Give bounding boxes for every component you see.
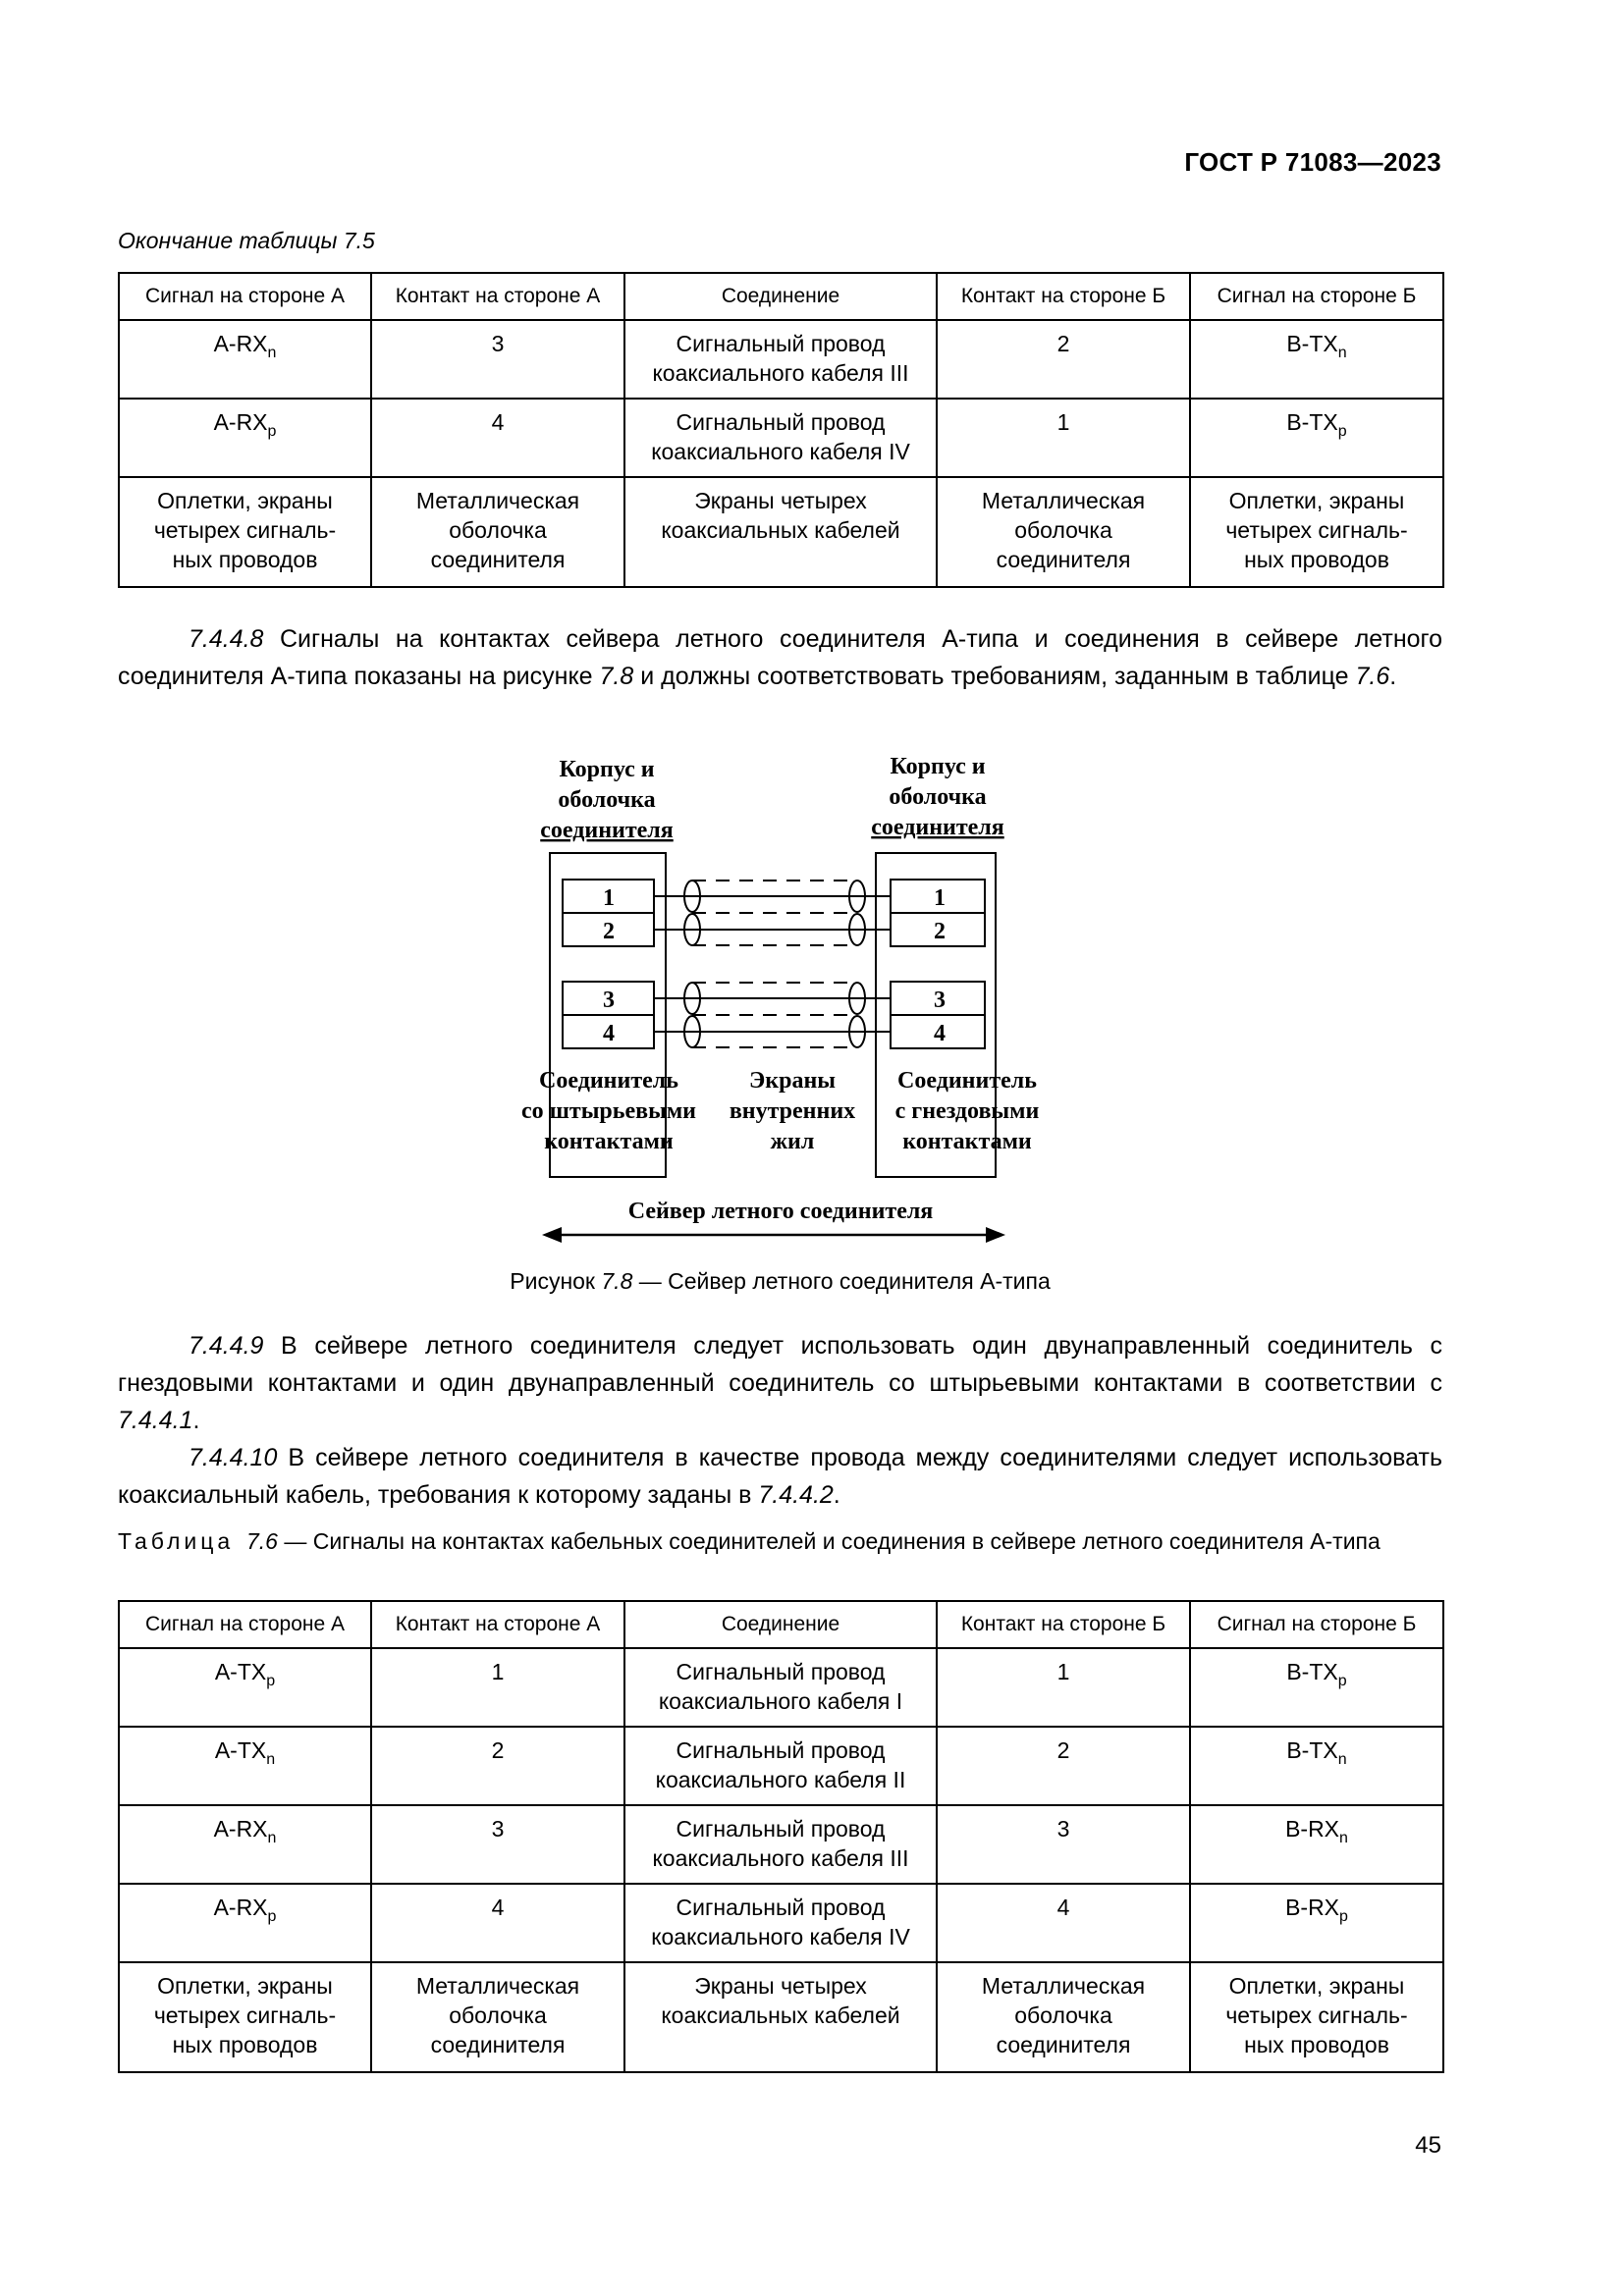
contact-a-cell: 4 (371, 1884, 624, 1962)
contact-a-cell: 1 (371, 1648, 624, 1727)
right-pin-number: 3 (934, 988, 946, 1013)
signal-b-cell: Оплетки, экраны четырех сигналь- ных проводов (1190, 1962, 1443, 2072)
arrow-label: Сейвер летного соединителя (627, 1199, 934, 1224)
contact-b-cell: Металлическая оболочка соединителя (937, 1962, 1190, 2072)
signal-a-cell: Оплетки, экраны четырех сигналь- ных проводов (119, 1962, 371, 2072)
contact-b-cell: 2 (937, 1727, 1190, 1805)
contact-b-cell: 2 (937, 320, 1190, 399)
column-header: Сигнал на стороне А (119, 273, 371, 320)
paragraph-7-4-4-8: 7.4.4.8 Сигналы на контактах сейвера летного соединителя А-типа и соединения в сейвере летного соединителя А-типа показаны на рисунке 7.8 и должны соответствовать требованиям, заданным в таблице 7.6. (118, 625, 1442, 690)
signal-b-cell: $B-TX_p$ (1190, 1648, 1443, 1727)
coaxial-cable-pair-2 (654, 983, 891, 1047)
right-connector-label: с гнездовыми (894, 1098, 1040, 1124)
contact-a-cell: 3 (371, 1805, 624, 1884)
left-pin-number: 3 (603, 988, 615, 1013)
connection-cell: Сигнальный провод коаксиального кабеля III (624, 320, 937, 399)
contact-a-cell: 4 (371, 399, 624, 477)
signal-a-cell: $A-RX_n$ (119, 1805, 371, 1884)
paragraph-7-4-4-9: 7.4.4.9 В сейвере летного соединителя следует использовать один двунаправленный соединитель с гнездовыми контактами и один двунаправленный соединитель со штырьевыми контактами в соответствии с 7.4.4.1. (118, 1332, 1442, 1434)
signal-a-cell: $A-RX_p$ (119, 399, 371, 477)
signal-b-cell: $B-RX_p$ (1190, 1884, 1443, 1962)
table-row (119, 1884, 1443, 1962)
right-pin-number: 2 (934, 919, 946, 944)
shields-label: жил (770, 1129, 815, 1154)
figure-7-8-saver-diagram (491, 741, 1100, 1252)
contact-a-cell: Металлическая оболочка соединителя (371, 1962, 624, 2072)
left-housing-label: соединителя (540, 818, 674, 843)
signal-a-cell: $A-RX_p$ (119, 1884, 371, 1962)
shields-label: внутренних (729, 1098, 856, 1124)
contact-b-cell: 3 (937, 1805, 1190, 1884)
column-header: Контакт на стороне Б (937, 273, 1190, 320)
column-header: Сигнал на стороне Б (1190, 1601, 1443, 1648)
left-connector-label: контактами (544, 1129, 674, 1154)
table-7-6 (118, 1600, 1444, 2073)
table-row (119, 1805, 1443, 1884)
left-housing-label: Корпус и (559, 757, 655, 782)
signal-b-cell: $B-TX_n$ (1190, 1727, 1443, 1805)
right-connector-label: Соединитель (897, 1068, 1037, 1094)
left-pin-number: 2 (603, 919, 615, 944)
column-header: Сигнал на стороне А (119, 1601, 371, 1648)
right-connector-label: контактами (902, 1129, 1032, 1154)
left-pin-number: 1 (603, 885, 615, 911)
table-row (119, 399, 1443, 477)
signal-b-cell: $B-RX_n$ (1190, 1805, 1443, 1884)
table-row (119, 320, 1443, 399)
page-number: 45 (1415, 2132, 1441, 2159)
figure-caption: Рисунок 7.8 — Сейвер летного соединителя А-типа (510, 1268, 1051, 1294)
connection-cell: Сигнальный провод коаксиального кабеля I (624, 1648, 937, 1727)
column-header: Соединение (624, 273, 937, 320)
table-row (119, 1648, 1443, 1727)
coaxial-cable-pair-1 (654, 881, 891, 945)
contact-b-cell: 1 (937, 1648, 1190, 1727)
signal-a-cell: $A-TX_p$ (119, 1648, 371, 1727)
contact-a-cell: 2 (371, 1727, 624, 1805)
document-standard-number: ГОСТ Р 71083—2023 (1184, 147, 1441, 177)
connection-cell: Сигнальный провод коаксиального кабеля II (624, 1727, 937, 1805)
right-housing-label: Корпус и (890, 754, 986, 779)
contact-a-cell: Металлическая оболочка соединителя (371, 477, 624, 587)
left-housing-label: оболочка (558, 787, 656, 813)
signal-b-cell: $B-TX_p$ (1190, 399, 1443, 477)
right-housing-label: оболочка (889, 784, 987, 810)
connection-cell: Сигнальный провод коаксиального кабеля IV (624, 1884, 937, 1962)
table-row (119, 1727, 1443, 1805)
connection-cell: Сигнальный провод коаксиального кабеля III (624, 1805, 937, 1884)
paragraph-7-4-4-10: 7.4.4.10 В сейвере летного соединителя в качестве провода между соединителями следует использовать коаксиальный кабель, требования к которому заданы в 7.4.4.2. (118, 1444, 1442, 1509)
right-pin-number: 4 (934, 1021, 946, 1046)
contact-b-cell: 4 (937, 1884, 1190, 1962)
contact-a-cell: 3 (371, 320, 624, 399)
left-connector-label: Соединитель (539, 1068, 678, 1094)
left-connector-label: со штырьевыми (520, 1098, 697, 1124)
table-row (119, 1962, 1443, 2072)
signal-b-cell: $B-TX_n$ (1190, 320, 1443, 399)
signal-a-cell: $A-TX_n$ (119, 1727, 371, 1805)
contact-b-cell: 1 (937, 399, 1190, 477)
right-pin-number: 1 (934, 885, 946, 911)
signal-b-cell: Оплетки, экраны четырех сигналь- ных проводов (1190, 477, 1443, 587)
contact-b-cell: Металлическая оболочка соединителя (937, 477, 1190, 587)
column-header: Соединение (624, 1601, 937, 1648)
shields-label: Экраны (748, 1068, 837, 1094)
double-arrow (542, 1227, 1005, 1243)
connection-cell: Экраны четырех коаксиальных кабелей (624, 1962, 937, 2072)
left-pin-number: 4 (603, 1021, 615, 1046)
column-header: Контакт на стороне А (371, 1601, 624, 1648)
column-header: Сигнал на стороне Б (1190, 273, 1443, 320)
table-row (119, 477, 1443, 587)
table-continuation-caption: Окончание таблицы 7.5 (118, 228, 375, 253)
column-header: Контакт на стороне А (371, 273, 624, 320)
column-header: Контакт на стороне Б (937, 1601, 1190, 1648)
table-7-6-caption: Таблица 7.6 — Сигналы на контактах кабельных соединителей и соединения в сейвере летного соединителя А-типа (118, 1528, 1380, 1554)
signal-a-cell: Оплетки, экраны четырех сигналь- ных проводов (119, 477, 371, 587)
connection-cell: Экраны четырех коаксиальных кабелей (624, 477, 937, 587)
connection-cell: Сигнальный провод коаксиального кабеля IV (624, 399, 937, 477)
right-housing-label: соединителя (871, 815, 1004, 840)
signal-a-cell: $A-RX_n$ (119, 320, 371, 399)
table-7-5-end (118, 272, 1444, 588)
